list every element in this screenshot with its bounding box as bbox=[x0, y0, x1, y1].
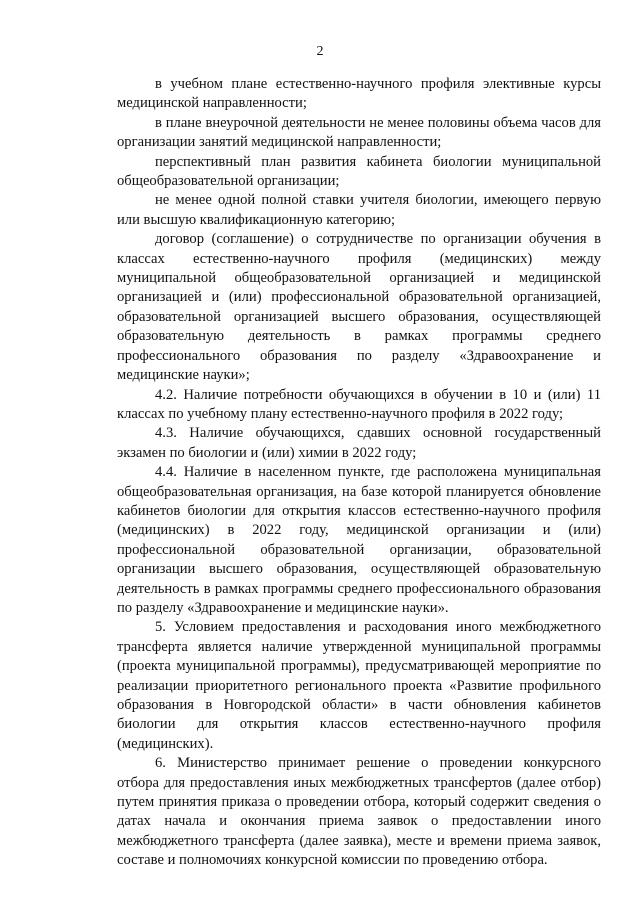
list-item-extracurricular-plan: в плане внеурочной деятельности не менее половины объема часов для организации занятий медицинской направленности; bbox=[117, 114, 601, 151]
list-item-cooperation-agreement: договор (соглашение) о сотрудничестве по организации обучения в классах естественно-научного профиля (медицинских) между муниципальной общеобразовательной организацией и медицинской организацией и (или) профессиональной образовательной организацией, образовательной организацией высшего образования, осуществляющей образовательную деятельность в рамках программы среднего профессионального образования по разделу «Здравоохранение и медицинские науки»; bbox=[117, 231, 601, 384]
page-number: 2 bbox=[316, 44, 324, 59]
list-item-biology-teacher: не менее одной полной ставки учителя биологии, имеющего первую или высшую квалификационную категорию; bbox=[117, 192, 601, 228]
list-item-elective-courses: в учебном плане естественно-научного профиля элективные курсы медицинской направленности; bbox=[117, 76, 601, 112]
clause-4-2: 4.2. Наличие потребности обучающихся в обучении в 10 и (или) 11 классах по учебному плану естественно-научного профиля в 2022 году; bbox=[117, 386, 601, 422]
clause-4-3: 4.3. Наличие обучающихся, сдавших основной государственный экзамен по биологии и (или) химии в 2022 году; bbox=[117, 425, 601, 461]
list-item-biology-cabinet-plan: перспективный план развития кабинета биологии муниципальной общеобразовательной организации; bbox=[117, 153, 601, 190]
clause-4-4: 4.4. Наличие в населенном пункте, где расположена муниципальная общеобразовательная организация, на базе которой планируется обновление кабинетов биологии для открытия классов естественно-научного профиля (медицинских) в 2022 году, медицинской организации и (или) профессиональной образовательной организации, образовательной организации высшего образования, осуществляющей образовательную деятельность в рамках программы среднего профессионального образования по разделу «Здравоохранение и медицинские науки». bbox=[117, 464, 601, 616]
document-body bbox=[117, 75, 601, 871]
clause-5: 5. Условием предоставления и расходования иного межбюджетного трансферта является наличие утвержденной муниципальной программы (проекта муниципальной программы), предусматривающей мероприятие по реализации приоритетного регионального проекта «Развитие профильного образования в Новгородской области» в части обновления кабинетов биологии для открытия классов естественно-научного профиля (медицинских). bbox=[117, 619, 601, 752]
clause-6: 6. Министерство принимает решение о проведении конкурсного отбора для предоставления иных межбюджетных трансфертов (далее отбор) путем принятия приказа о проведении отбора, который содержит сведения о датах начала и окончания приема заявок о предоставлении иного межбюджетного трансферта (далее заявка), месте и времени приема заявок, составе и полномочиях конкурсной комиссии по проведению отбора. bbox=[117, 755, 601, 869]
